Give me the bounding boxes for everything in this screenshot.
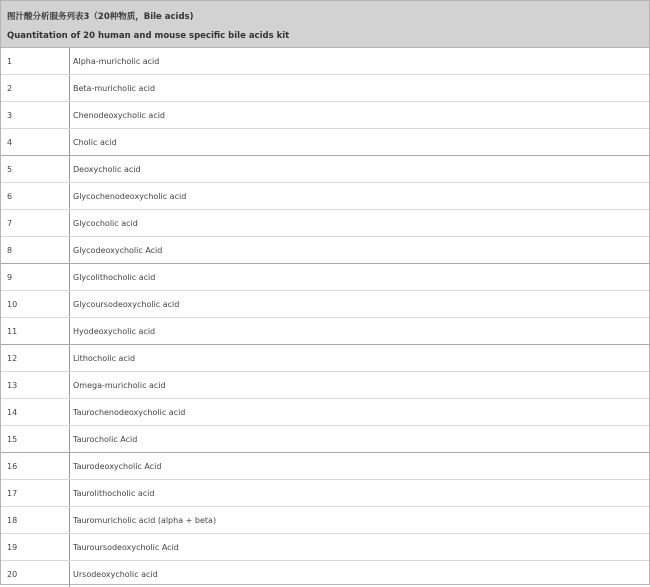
row-number: 2 [1, 75, 70, 102]
table-header [1, 1, 649, 48]
bile-acid-name: Chenodeoxycholic acid [70, 102, 650, 129]
table-row [1, 129, 649, 156]
row-number: 13 [1, 372, 70, 399]
row-number: 16 [1, 453, 70, 480]
bile-acid-name: Taurocholic Acid [70, 426, 650, 453]
table-row [1, 372, 649, 399]
row-number: 18 [1, 507, 70, 534]
bile-acid-name: Taurolithocholic acid [70, 480, 650, 507]
table-row [1, 561, 649, 587]
row-number: 10 [1, 291, 70, 318]
table-row [1, 237, 649, 264]
bile-acid-name: Glycolithocholic acid [70, 264, 650, 291]
bile-acid-name: Taurodeoxycholic Acid [70, 453, 650, 480]
table-row [1, 210, 649, 237]
row-number: 14 [1, 399, 70, 426]
row-number: 12 [1, 345, 70, 372]
table-row [1, 480, 649, 507]
table-row [1, 318, 649, 345]
table-body [1, 48, 649, 587]
table-row [1, 102, 649, 129]
bile-acid-name: Ursodeoxycholic acid [70, 561, 650, 587]
table-row [1, 345, 649, 372]
bile-acid-name: Deoxycholic acid [70, 156, 650, 183]
row-number: 9 [1, 264, 70, 291]
table-title-cn: 图汁酸分析服务列表3（20种物质，Bile acids) [7, 9, 649, 25]
row-number: 3 [1, 102, 70, 129]
bile-acid-name: Alpha-muricholic acid [70, 48, 650, 75]
row-number: 17 [1, 480, 70, 507]
row-number: 15 [1, 426, 70, 453]
table-row [1, 399, 649, 426]
bile-acid-name: Glycochenodeoxycholic acid [70, 183, 650, 210]
bile-acid-name: Omega-muricholic acid [70, 372, 650, 399]
bile-acid-name: Hyodeoxycholic acid [70, 318, 650, 345]
table-title-en: Quantitation of 20 human and mouse specific bile acids kit [7, 28, 649, 44]
bile-acid-name: Glycocholic acid [70, 210, 650, 237]
bile-acid-name: Tauromuricholic acid (alpha + beta) [70, 507, 650, 534]
row-number: 8 [1, 237, 70, 264]
table-row [1, 183, 649, 210]
table-row [1, 48, 649, 75]
bile-acid-name: Glycoursodeoxycholic acid [70, 291, 650, 318]
row-number: 1 [1, 48, 70, 75]
table-row [1, 75, 649, 102]
bile-acid-name: Lithocholic acid [70, 345, 650, 372]
row-number: 7 [1, 210, 70, 237]
bile-acid-name: Taurochenodeoxycholic acid [70, 399, 650, 426]
table-row [1, 291, 649, 318]
table-row [1, 453, 649, 480]
bile-acid-name: Cholic acid [70, 129, 650, 156]
row-number: 11 [1, 318, 70, 345]
table-row [1, 264, 649, 291]
table-row [1, 507, 649, 534]
row-number: 20 [1, 561, 70, 587]
table-row [1, 534, 649, 561]
bile-acid-name: Beta-muricholic acid [70, 75, 650, 102]
row-number: 5 [1, 156, 70, 183]
bile-acid-name: Tauroursodeoxycholic Acid [70, 534, 650, 561]
bile-acid-name: Glycodeoxycholic Acid [70, 237, 650, 264]
table-row [1, 156, 649, 183]
row-number: 19 [1, 534, 70, 561]
row-number: 6 [1, 183, 70, 210]
table-row [1, 426, 649, 453]
row-number: 4 [1, 129, 70, 156]
